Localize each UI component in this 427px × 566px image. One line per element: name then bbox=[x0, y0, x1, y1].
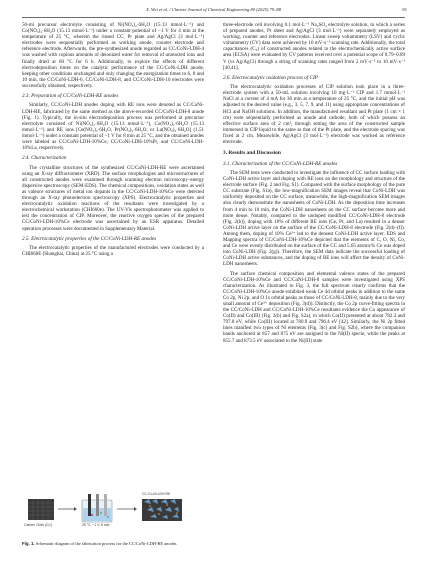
paragraph: 50-ml precursor electrolyte consisting of Ni(NO₃)₂·6H₂O (15.13 mmol·L⁻¹) and Co(NO₃)₂·6H₂O (15.13 mmol·L⁻¹) under a constant potential of −1 V for 4 min at the temperature of 25 °C, wherein the rinsed CC, Pt plate and Ag/AgCl (3 mol·L⁻¹) electrodes were sequentially performed as working anode, counter electrode and reference electrode. Afterwards, the pre-synthesized anode regarded as CC/CoNi-LDH-4 was washed with copious amounts of deionized water for removal of unreacted ions and finally dried at 60 °C for 6 h. Additionally, to explore the effects of different electrodeposition times on the catalytic performance of the CC/CoNi-LDH anode, keeping other conditions unchanged and only changing the energization times to 6, 8 and 10 min, the CC/CoNi-LDH-6, CC/CoNi-LDH-8, and CC/CoNi-LDH-10 electrodes were successfully obtained, respectively. bbox=[22, 22, 204, 89]
section-heading-3-1: 3.1. Characterization of the CC/CoNi-LDH-RE anodes bbox=[223, 160, 338, 167]
conditions-label: 25 °C, −1 V, 8 min bbox=[82, 523, 110, 527]
running-title: X. Wei et al. / Chinese Journal of Chemical Engineering 80 (2025) 79–88 bbox=[145, 7, 282, 12]
page-number: 81 bbox=[402, 7, 407, 12]
paragraph: Similarly, CC/CoNi-LDH anodes doping with RE ions were denoted as CC/CoNi-LDH-RE, fabricated by the same method as the above-recorded CC/CoNi-LDH-8 anode (Fig. 1). Typically, the in-situ electrodeposition process was performed at precursor electrolyte consisted of Ni(NO₃)₂·6H₂O (15.13 mmol·L⁻¹), Co(NO₃)₂·6H₂O (15.13 mmol·L⁻¹) and RE ions [Ce(NO₃)₃·6H₂O, Pr(NO₃)₃·6H₂O, or La(NO₃)₃·6H₂O] (1.51 mmol·L⁻¹) under a constant potential of −1 V for 8 min at 25 °C, and the obtained anodes were labeled as CC/CoNi-LDH-10%Ce, CC/CoNi-LDH-10%Pr, and CC/CoNi-LDH-10%La, respectively. bbox=[22, 102, 204, 152]
section-heading-2-3: 2.3. Preparation of CC/CoNi-LDH-RE anodes bbox=[22, 93, 119, 100]
paragraph: The SEM tests were conducted to investigate the influence of CC surface loading with CoNi-LDH active layer and doping with RE ions on the morphology and structure of the electrode surface (Fig. 2 and Fig. S1). Compared with the surface morphology of the pure CC substrate (Fig. S1a), the low-magnification SEM images reveal that CoNi-LDH was uniformly deposited on the CC surface, meanwhile, the high-magnification SEM images also clearly demonstrate the nanosheets of CoNi-LDH. As the deposition time increases from 4 min to 10 min, the CoNi-LDH nanosheets on the CC surface become more and more dense. Notably, compared to the undoped modified CC/CoNi-LDH-8 electrode (Fig. 2(b)), doping with 10% of different RE ions (Ce, Pr, and La) resulted in a denser CoNi-LDH active layer on the surface of the CC/CoNi-LDH-8 electrode (Fig. 2(d)–(f)). Among them, doping of 10% Ce³⁺ led to the densest CoNi-LDH active layer. EDS and Mapping spectra of CC/CoNi-LDH-10%Ce depicted that the elements of C, O, Ni, Co, and Ce were evenly distributed on the surface of the CC and 5.65 atomic% Ce was doped into CoNi-LDH (Fig. 2(g)). Therefore, the SEM data indicate the successful loading of CoNi-LDH active substances, and the doping of RE ions will affect the density of CoNi-LDH nanosheets. bbox=[223, 170, 405, 268]
product-label: CC-Co,Ni-LDH-RE bbox=[142, 492, 171, 496]
paragraph: The electrocatalytic oxidation processes of CIP solution took place in a three-electrode system with a 50-mL solution involving 10 mg·L⁻¹ CIP and 1.7 mmol·L⁻¹ NaCl at a current of 4 mA for 30 min at a temperature of 25 °C, and the initial pH was adjusted to the desired value (e.g., 3, 5, 7, 9, and 11) using appropriate concentrations of HCl and NaOH solutions. In addition, the manufactured resultant and Pt plate (1 cm × 1 cm) were sequentially performed as anode and cathode, both of which possess an effective surface area of 2 cm², through setting the area of the constructed sample immersed in CIP liquid to the same as that of the Pt plate, and the electrode spacing was fixed at 2 cm. Meanwhile, Ag/AgCl (3 mol·L⁻¹) electrode was worked as reference electrode. bbox=[223, 84, 405, 145]
section-heading-2-4: 2.4. Characterization bbox=[22, 155, 67, 162]
paragraph: The electrocatalytic properties of the manufactured electrodes were conducted by a CHI660E (Shanghai, China) at 25 °C using a bbox=[22, 245, 204, 258]
figure-caption bbox=[22, 541, 204, 547]
left-column bbox=[22, 22, 204, 260]
section-heading-2-5: 2.5. Electrocatalytic properties of the CC/CoNi-LDH-RE anodes bbox=[22, 235, 157, 242]
figure-1 bbox=[22, 488, 204, 532]
paragraph: The surface chemical composition and elemental valence states of the prepared CC/CoNi-LDH-10%Ce and CC/CoNi-LDH-8 samples were investigated using XPS characterization. As illustrated in Fig. 3, the full spectrum clearly confirms that the CC/CoNi-LDH-10%Ce anode exhibited weak Ce 4d orbital peaks in addition to the same Co 2p, Ni 2p, and O 1s orbital peaks as those of CC/CoNi-LDH-8, mainly due to the very small amount of Ce³⁺ deposition (Fig. 3(d)). Distinctly, the Co 2p curve-fitting spectra in the CC/CoNi-LDH and CC/CoNi-LDH-10%Ce resultants evidence the Co appearance of Co(II) and Co(III) (Fig. 3(b) and Fig. S2a), in which Co(II) presented at about 782.3 and 797.8 eV, while Co(III) located at 780.9 and 796.4 eV [42]. Similarly, the Ni 2p fitted lines manifest two types of Ni elements (Fig. 3(c) and Fig. S2b), where the companion bands anchored at 857 and 875 eV are assigned to the Ni(II) specie, while the peaks at 855.7 and 873.5 eV associated to the Ni(III) state bbox=[223, 270, 405, 344]
caption-text: Schematic diagram of the fabrication process for the CC/CoNi-LDH-RE anodes. bbox=[35, 541, 178, 546]
caption-prefix: Fig. 1. bbox=[22, 541, 35, 546]
right-column bbox=[223, 22, 405, 347]
carbon-cloth-image bbox=[28, 499, 54, 520]
paragraph: three-electrode cell involving 0.1 mol·L⁻¹ Na₂SO₄ electrolyte solution, in which a series of prepared anodes, Pt sheet and Ag/AgCl (3 mol·L⁻¹) were separately employed as working, counter and reference electrodes. Linear sweep voltammetry (LSV) and cyclic voltammetry (CV) data were achieved by 10 mV·s⁻¹ scanning rate. Additionally, the total capacitances (C₀) of constructed anodes related to the electrochemically active surface area (ECSA) were evaluated by CV patterns received over a potential scope of 0.79–0.89 V (vs Ag/AgCl) through a string of scanning rates ranged from 2 mV·s⁻¹ to 10 mV·s⁻¹ [40,41]. bbox=[223, 22, 405, 71]
section-heading-3: 3. Results and Discussion bbox=[223, 150, 281, 157]
section-heading-2-6: 2.6. Electrocatalytic oxidation process of CIP bbox=[223, 74, 318, 81]
paragraph: The crystalline structures of the synthesized CC/CoNi-LDH-RE were ascertained using an X-ray diffractometer (XRD). The surface morphologies and microstructures of all constructed anodes were examined through scanning electron microscopy–energy dispersive spectroscopy (SEM-EDS). The chemical compositions, oxidation states as well as valence structures of metal ion dopants in the CC/CoNi-LDH-10%Ce were detected through an X-ray photoelectron spectroscopy (XPS). Electrocatalytic properties and electrocatalytic oxidation reactions of the resultants were investigated by a electrochemical workstation (CHI660e). The UV-Vis spectrophotometer was applied to test the concentration of CIP. Moreover, the reactive oxygen species of the prepared CC/CoNi-LDH-10%Ce electrode was ascertained by an ESR apparatus. Detailed operation processes were documented in Supplementary Material. bbox=[22, 164, 204, 232]
header-rule bbox=[22, 17, 405, 18]
carbon-cloth-label: Carbon Cloth (CC) bbox=[24, 523, 53, 527]
